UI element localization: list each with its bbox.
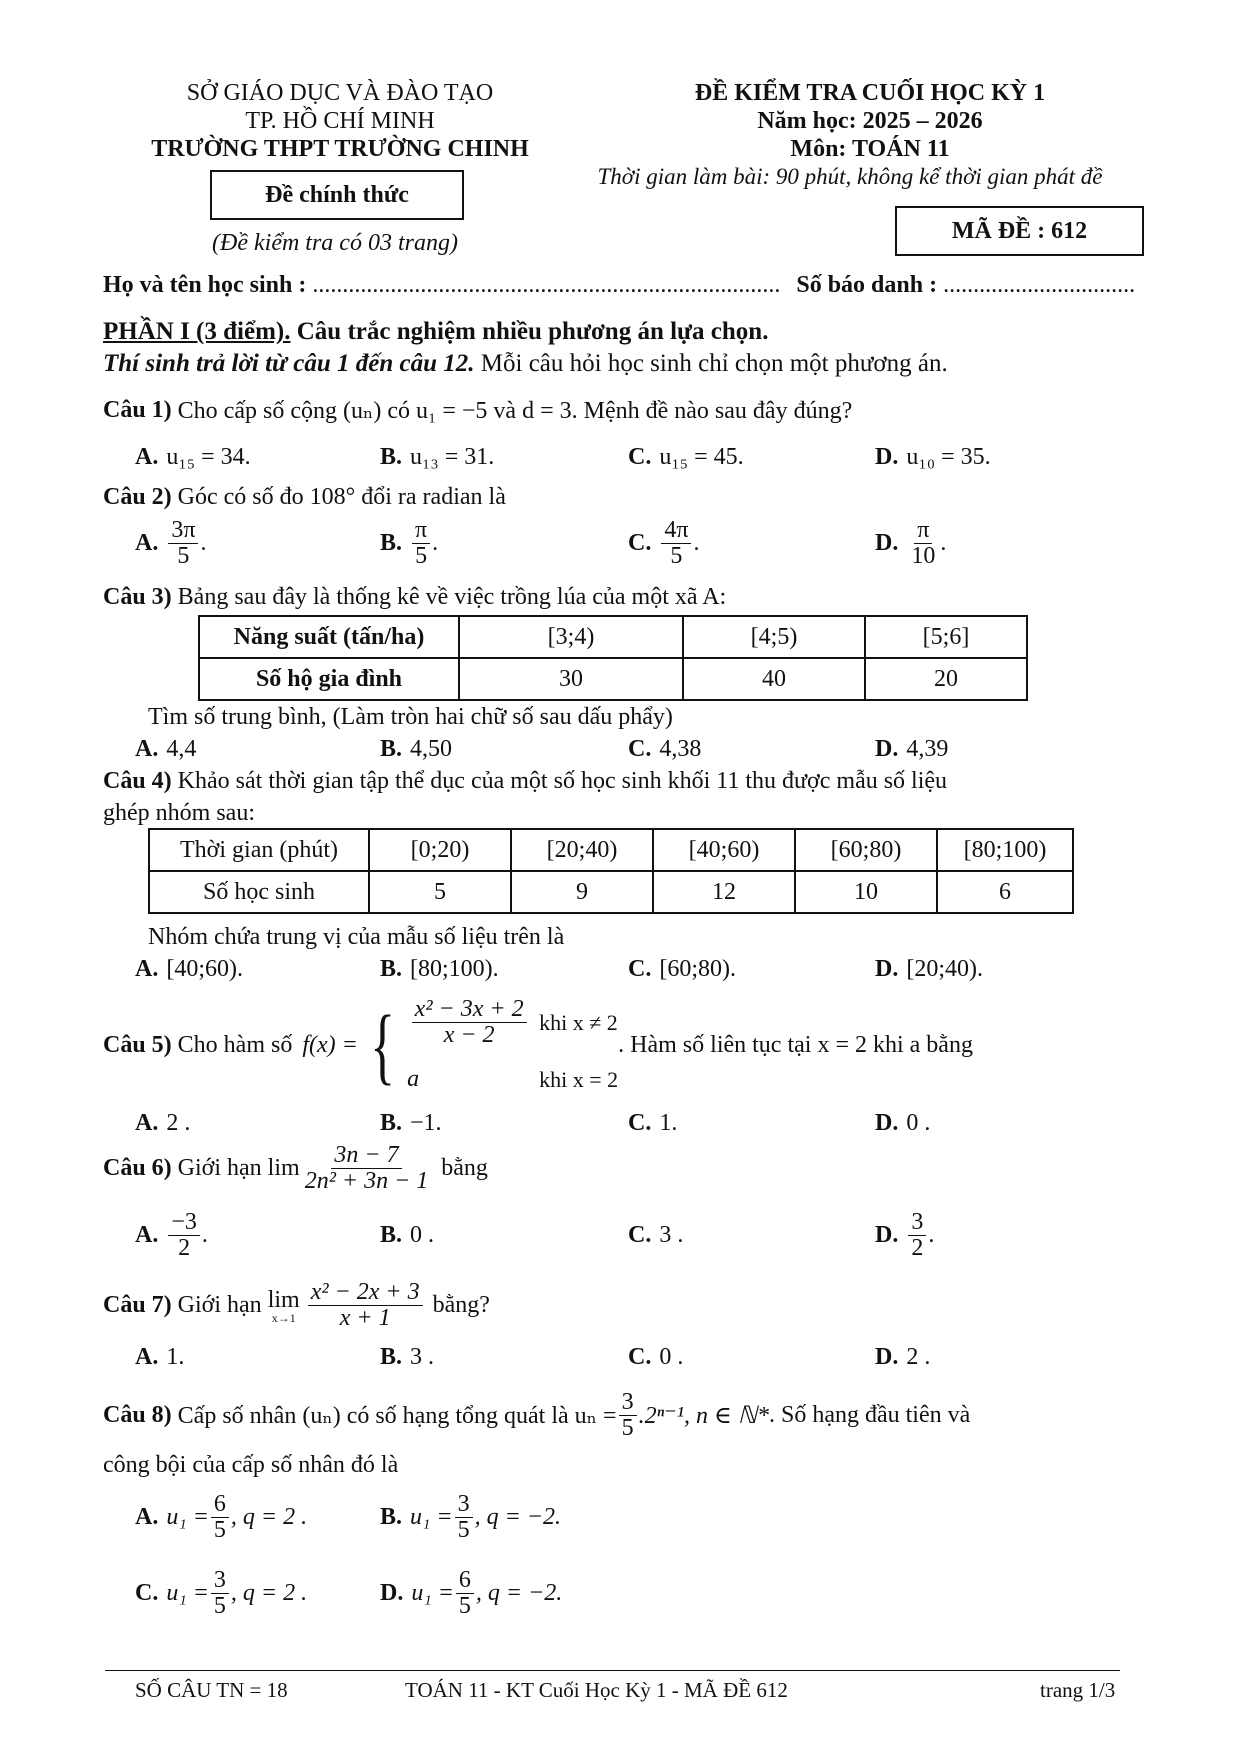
- option-label: A.: [135, 956, 159, 982]
- option-prefix: u₁ =: [411, 1580, 454, 1607]
- table-cell: [3;4): [459, 616, 683, 658]
- denominator: 5: [670, 543, 683, 570]
- school-name: TRƯỜNG THPT TRƯỜNG CHINH: [151, 136, 529, 162]
- q3-option-a[interactable]: [135, 736, 196, 763]
- q7-option-d[interactable]: [875, 1344, 930, 1371]
- function-name: f(x) =: [302, 1031, 358, 1058]
- option-text: [80;100).: [410, 956, 499, 982]
- q2-option-a[interactable]: A. $\frac{3\pi}{5}$ .: [135, 517, 207, 570]
- table-cell: 6: [937, 871, 1073, 913]
- denominator: 5: [213, 1593, 226, 1620]
- q8-option-b[interactable]: [380, 1492, 561, 1543]
- question-text: Cho cấp số cộng (uₙ) có u₁ = −5 và d = 3. Mệnh đề nào sau đây đúng?: [177, 398, 853, 424]
- exam-title: ĐỀ KIỂM TRA CUỐI HỌC KỲ 1: [694, 80, 1046, 106]
- limit-operator: [268, 1288, 300, 1324]
- part1-instruction: [103, 350, 948, 378]
- q4-option-a[interactable]: [135, 956, 243, 983]
- option-label: A.: [135, 736, 159, 762]
- table-cell: 40: [683, 658, 865, 700]
- q3-option-b[interactable]: [380, 736, 452, 763]
- question-3: [103, 584, 726, 611]
- numerator: x² − 2x + 3: [308, 1280, 423, 1306]
- option-label: C.: [628, 1110, 652, 1136]
- q4-option-d[interactable]: [875, 956, 983, 983]
- q5-option-a[interactable]: [135, 1110, 190, 1137]
- case-condition: khi x = 2: [539, 1066, 619, 1092]
- fraction: [211, 1568, 229, 1619]
- numerator: π: [412, 518, 430, 544]
- official-badge: [210, 170, 464, 220]
- fraction: [908, 518, 938, 569]
- numerator: 3: [455, 1492, 473, 1518]
- option-label: D.: [875, 530, 899, 557]
- fraction: [908, 1210, 926, 1261]
- table-cell: [20;40): [511, 829, 653, 871]
- table-cell: 5: [369, 871, 511, 913]
- option-text: 0 .: [906, 1110, 931, 1136]
- q6-option-b[interactable]: [380, 1222, 434, 1249]
- option-text: u₁₅ = 34.: [166, 444, 251, 470]
- option-text: [40;60).: [166, 956, 243, 982]
- denominator: 10: [911, 543, 936, 570]
- part1-subtitle: Câu trắc nghiệm nhiều phương án lựa chọn.: [290, 318, 769, 345]
- table-cell: 20: [865, 658, 1027, 700]
- option-label: C.: [628, 1344, 652, 1370]
- q6-option-a[interactable]: A. $\frac{-3}{2}$ .: [135, 1209, 208, 1262]
- option-label: B.: [380, 1344, 403, 1370]
- option-text: 4,38: [659, 736, 702, 762]
- fraction: [619, 1390, 637, 1441]
- numerator: 6: [211, 1492, 229, 1518]
- option-text: 3 .: [659, 1222, 684, 1248]
- option-label: C.: [628, 530, 652, 557]
- q5-option-d[interactable]: [875, 1110, 930, 1137]
- question-number: Câu 2): [103, 484, 172, 510]
- option-label: B.: [380, 1222, 403, 1248]
- numerator: 3: [211, 1568, 229, 1594]
- option-text: 1.: [659, 1110, 678, 1136]
- option-text: 0 .: [659, 1344, 684, 1370]
- question-4: [103, 768, 947, 795]
- option-text: u₁₅ = 45.: [659, 444, 744, 470]
- question-intro: Cấp số nhân (uₙ) có số hạng tổng quát là uₙ =: [177, 1403, 617, 1430]
- table-cell: [40;60): [653, 829, 795, 871]
- instruction-text: Mỗi câu hỏi học sinh chỉ chọn một phương án.: [474, 350, 948, 377]
- option-text: 1.: [166, 1344, 185, 1370]
- denominator: 2: [911, 1235, 924, 1262]
- table-cell: Năng suất (tấn/ha): [199, 616, 459, 658]
- option-text: 0 .: [410, 1222, 435, 1248]
- table-cell: 30: [459, 658, 683, 700]
- school-year: Năm học: 2025 – 2026: [757, 108, 983, 134]
- option-text: 4,4: [166, 736, 197, 762]
- question-text: Bảng sau đây là thống kê về việc trồng lúa của một xã A:: [177, 584, 727, 610]
- exam-code: MÃ ĐỀ : 612: [951, 217, 1088, 244]
- question-text: Khảo sát thời gian tập thể dục của một số học sinh khối 11 thu được mẫu số liệu: [177, 768, 948, 794]
- fraction: [168, 1210, 200, 1261]
- case-1: [407, 997, 618, 1048]
- q6-option-c[interactable]: [628, 1222, 683, 1249]
- q1-option-c[interactable]: [628, 444, 744, 471]
- q5-option-b[interactable]: [380, 1110, 442, 1137]
- numerator: −3: [168, 1210, 200, 1236]
- id-field[interactable]: ................................: [943, 272, 1136, 298]
- subject: Môn: TOÁN 11: [790, 136, 950, 162]
- table-cell: 10: [795, 871, 937, 913]
- numerator: x² − 3x + 2: [412, 997, 527, 1023]
- option-label: D.: [875, 736, 899, 762]
- fraction: [455, 1492, 473, 1543]
- question-8-cont: công bội của cấp số nhân đó là: [103, 1452, 399, 1478]
- part1-title: PHẦN I (3 điểm).: [103, 318, 291, 345]
- question-number: Câu 4): [103, 768, 172, 794]
- denominator: x + 1: [339, 1305, 391, 1332]
- q1-option-a[interactable]: [135, 444, 251, 471]
- piecewise-cases: [407, 997, 618, 1093]
- option-label: C.: [628, 956, 652, 982]
- denominator: 2n² + 3n − 1: [304, 1168, 429, 1195]
- q2-option-d[interactable]: D. $\frac{\pi}{10}$ .: [875, 517, 947, 570]
- time-note: Thời gian làm bài: 90 phút, không kể thời gian phát đề: [597, 164, 1103, 189]
- question-tail: . Số hạng đầu tiên và: [768, 1402, 971, 1429]
- fraction: [168, 518, 198, 569]
- fraction: [409, 997, 529, 1048]
- option-label: C.: [135, 1580, 159, 1607]
- denominator: 5: [177, 543, 190, 570]
- table-cell: Thời gian (phút): [149, 829, 369, 871]
- option-label: A.: [135, 444, 159, 470]
- q8-option-a[interactable]: [135, 1492, 307, 1543]
- q1-option-b[interactable]: [380, 444, 494, 471]
- q8-option-d[interactable]: [380, 1568, 562, 1619]
- option-label: B.: [380, 530, 403, 557]
- question-number: Câu 3): [103, 584, 172, 610]
- question-tail: bằng: [441, 1155, 488, 1182]
- question-7: [103, 1280, 490, 1331]
- option-label: C.: [628, 1222, 652, 1248]
- fraction: [302, 1143, 432, 1194]
- numerator: π: [914, 518, 932, 544]
- footer-question-count: SỐ CÂU TN = 18: [135, 1678, 288, 1702]
- case-2: [407, 1066, 618, 1093]
- q4-option-c[interactable]: [628, 956, 736, 983]
- denominator: 2: [178, 1235, 191, 1262]
- table-cell: [80;100): [937, 829, 1073, 871]
- option-label: A.: [135, 1344, 159, 1370]
- q2-option-c[interactable]: C. $\frac{4\pi}{5}$ .: [628, 517, 700, 570]
- option-label: C.: [628, 444, 652, 470]
- table-cell: [60;80): [795, 829, 937, 871]
- q7-option-c[interactable]: [628, 1344, 683, 1371]
- numerator: 3π: [168, 518, 198, 544]
- option-label: D.: [380, 1580, 404, 1607]
- city-name: TP. HỒ CHÍ MINH: [245, 108, 435, 134]
- table-cell: [5;6]: [865, 616, 1027, 658]
- numerator: 3: [619, 1390, 637, 1416]
- question-tail: . Hàm số liên tục tại x = 2 khi a bằng: [618, 1031, 973, 1058]
- table-cell: 9: [511, 871, 653, 913]
- numerator: 3n − 7: [331, 1143, 401, 1169]
- q3-table: [198, 615, 1028, 701]
- option-label: D.: [875, 956, 899, 982]
- denominator: 5: [458, 1593, 471, 1620]
- q8-option-c[interactable]: [135, 1568, 307, 1619]
- option-label: A.: [135, 530, 159, 557]
- q7-option-a[interactable]: [135, 1344, 184, 1371]
- option-text: u₁₃ = 31.: [410, 444, 495, 470]
- table-cell: [4;5): [683, 616, 865, 658]
- option-text: 2 .: [166, 1110, 191, 1136]
- pages-note: (Đề kiểm tra có 03 trang): [212, 230, 458, 256]
- option-prefix: u₁ =: [166, 1580, 209, 1607]
- q4-table: [148, 828, 1074, 914]
- question-text: Góc có số đo 108° đổi ra radian là: [177, 484, 506, 510]
- student-info-line: [103, 272, 1135, 299]
- option-label: D.: [875, 1110, 899, 1136]
- question-intro: Cho hàm số: [177, 1031, 293, 1058]
- option-label: D.: [875, 1222, 899, 1249]
- lim-text: lim: [267, 1286, 300, 1313]
- q7-option-b[interactable]: [380, 1344, 434, 1371]
- question-4-cont: ghép nhóm sau:: [103, 800, 255, 826]
- q3-option-c[interactable]: [628, 736, 701, 763]
- denominator: 5: [457, 1517, 470, 1544]
- question-tail: bằng?: [432, 1292, 490, 1319]
- option-prefix: u₁ =: [410, 1504, 453, 1531]
- numerator: 6: [456, 1568, 474, 1594]
- option-label: B.: [380, 736, 403, 762]
- q2-option-b[interactable]: B. $\frac{\pi}{5}$ .: [380, 517, 439, 570]
- option-text: [60;80).: [659, 956, 736, 982]
- option-text: 3 .: [410, 1344, 435, 1370]
- option-suffix: , q = 2 .: [230, 1580, 308, 1607]
- id-label: Số báo danh :: [796, 272, 938, 298]
- name-field[interactable]: ..............................................................................: [312, 272, 781, 298]
- option-label: D.: [875, 444, 899, 470]
- option-text: 4,39: [906, 736, 949, 762]
- table-cell: Số hộ gia đình: [199, 658, 459, 700]
- denominator: 5: [621, 1415, 634, 1442]
- option-label: B.: [380, 444, 403, 470]
- option-label: A.: [135, 1222, 159, 1249]
- table-row: [149, 871, 1073, 913]
- question-intro: Giới hạn lim: [177, 1155, 300, 1182]
- q3-prompt: Tìm số trung bình, (Làm tròn hai chữ số sau dấu phẩy): [148, 704, 673, 730]
- option-label: B.: [380, 956, 403, 982]
- option-text: 4,50: [410, 736, 453, 762]
- question-intro: Giới hạn: [177, 1292, 262, 1319]
- table-cell: 12: [653, 871, 795, 913]
- fraction: [456, 1568, 474, 1619]
- option-label: B.: [380, 1110, 403, 1136]
- question-6: [103, 1143, 488, 1194]
- question-number: Câu 6): [103, 1155, 172, 1182]
- q5-option-c[interactable]: [628, 1110, 677, 1137]
- question-8: [103, 1390, 970, 1441]
- formula-tail: .2ⁿ⁻¹, n ∈ ℕ*: [638, 1403, 769, 1430]
- question-1: [103, 396, 852, 425]
- q1-option-d[interactable]: [875, 444, 991, 471]
- denominator: 5: [213, 1517, 226, 1544]
- numerator: 3: [908, 1210, 926, 1236]
- option-label: A.: [135, 1504, 159, 1531]
- fraction: [412, 518, 430, 569]
- table-row: [199, 616, 1027, 658]
- footer-page-number: trang 1/3: [1040, 1678, 1116, 1702]
- question-number: Câu 7): [103, 1292, 172, 1319]
- question-number: Câu 1): [103, 397, 172, 423]
- fraction: [211, 1492, 229, 1543]
- brace-symbol: {: [370, 997, 395, 1093]
- question-number: Câu 8): [103, 1402, 172, 1429]
- table-cell: Số học sinh: [149, 871, 369, 913]
- case-condition: khi x ≠ 2: [539, 1009, 618, 1035]
- q4-option-b[interactable]: [380, 956, 499, 983]
- q4-prompt: Nhóm chứa trung vị của mẫu số liệu trên là: [148, 924, 565, 950]
- footer-divider: [105, 1670, 1120, 1671]
- case-value: a: [407, 1066, 420, 1092]
- question-5: [103, 995, 973, 1095]
- option-label: A.: [135, 1110, 159, 1136]
- denominator: 5: [415, 543, 428, 570]
- q6-option-d[interactable]: D. $\frac{3}{2}$ .: [875, 1209, 935, 1262]
- option-text: [20;40).: [906, 956, 983, 982]
- instruction-range: Thí sinh trả lời từ câu 1 đến câu 12.: [103, 350, 475, 377]
- fraction: [661, 518, 691, 569]
- dept-name: SỞ GIÁO DỤC VÀ ĐÀO TẠO: [186, 80, 494, 106]
- name-label: Họ và tên học sinh :: [103, 272, 307, 298]
- option-label: D.: [875, 1344, 899, 1370]
- option-suffix: , q = 2 .: [230, 1504, 308, 1531]
- option-suffix: , q = −2.: [475, 1580, 563, 1607]
- table-row: [149, 829, 1073, 871]
- option-text: u₁₀ = 35.: [906, 444, 991, 470]
- lim-subscript: x→1: [271, 1310, 296, 1325]
- official-label: Đề chính thức: [265, 181, 409, 208]
- numerator: 4π: [661, 518, 691, 544]
- exam-code-box: [895, 206, 1144, 256]
- q3-option-d[interactable]: [875, 736, 948, 763]
- footer-exam-info: TOÁN 11 - KT Cuối Học Kỳ 1 - MÃ ĐỀ 612: [405, 1678, 788, 1702]
- option-label: C.: [628, 736, 652, 762]
- fraction: [308, 1280, 423, 1331]
- option-text: −1.: [410, 1110, 442, 1136]
- question-number: Câu 5): [103, 1031, 172, 1058]
- option-text: 2 .: [906, 1344, 931, 1370]
- denominator: x − 2: [443, 1022, 495, 1049]
- option-suffix: , q = −2.: [474, 1504, 561, 1531]
- table-row: [199, 658, 1027, 700]
- question-2: [103, 484, 506, 511]
- table-cell: [0;20): [369, 829, 511, 871]
- option-label: B.: [380, 1504, 403, 1531]
- option-prefix: u₁ =: [166, 1504, 209, 1531]
- part1-heading: [103, 318, 768, 346]
